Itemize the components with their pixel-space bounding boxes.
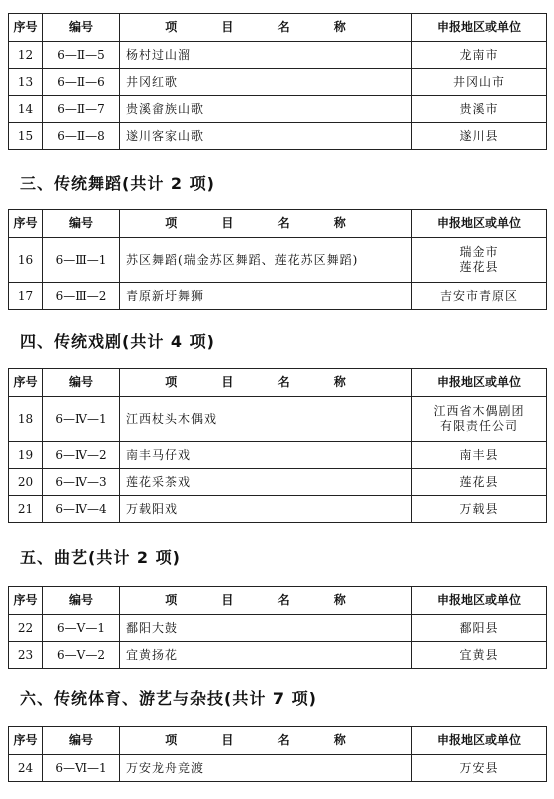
unit-line: 有限责任公司 — [439, 419, 518, 433]
cell-project-name: 莲花采茶戏 — [120, 469, 412, 496]
header-seq: 序号 — [9, 727, 43, 755]
cell-project-name: 鄱阳大鼓 — [120, 615, 412, 642]
cell-code: 6—Ⅱ—8 — [43, 123, 120, 150]
cell-seq: 20 — [9, 469, 43, 496]
cell-seq: 22 — [9, 615, 43, 642]
table-header-row — [9, 14, 547, 42]
unit-line: 吉安市青原区 — [439, 288, 518, 303]
unit-line: 莲花县 — [459, 260, 499, 274]
cell-unit — [412, 238, 547, 283]
cell-code: 6—Ⅱ—5 — [43, 42, 120, 69]
cell-seq: 23 — [9, 642, 43, 669]
cell-unit — [412, 496, 547, 523]
table-header-row — [9, 369, 547, 397]
cell-project-name: 宜黄扬花 — [120, 642, 412, 669]
table-header-row — [9, 727, 547, 755]
cell-project-name: 万安龙舟竞渡 — [120, 755, 412, 782]
cell-seq: 17 — [9, 283, 43, 310]
unit-line: 南丰县 — [459, 447, 499, 462]
header-code: 编号 — [43, 727, 120, 755]
header-name: 项 目 名 称 — [120, 587, 412, 615]
cell-seq: 19 — [9, 442, 43, 469]
header-code: 编号 — [43, 210, 120, 238]
header-seq: 序号 — [9, 369, 43, 397]
table-row — [9, 123, 547, 150]
cell-code: 6—Ⅵ—1 — [43, 755, 120, 782]
cell-code: 6—Ⅳ—1 — [43, 397, 120, 442]
unit-line: 贵溪市 — [459, 101, 499, 116]
unit-line: 万安县 — [459, 760, 499, 775]
heritage-table-quyi — [8, 586, 547, 669]
unit-line: 遂川县 — [459, 128, 499, 143]
unit-line: 莲花县 — [459, 474, 499, 489]
cell-seq: 12 — [9, 42, 43, 69]
unit-line: 万载县 — [459, 501, 499, 516]
heritage-table-music — [8, 13, 547, 150]
cell-seq: 13 — [9, 69, 43, 96]
cell-seq: 16 — [9, 238, 43, 283]
cell-code: 6—Ⅳ—3 — [43, 469, 120, 496]
cell-unit — [412, 42, 547, 69]
header-name: 项 目 名 称 — [120, 727, 412, 755]
cell-unit — [412, 442, 547, 469]
header-code: 编号 — [43, 587, 120, 615]
cell-unit — [412, 642, 547, 669]
header-unit: 申报地区或单位 — [412, 210, 547, 238]
cell-seq: 24 — [9, 755, 43, 782]
table-header-row — [9, 587, 547, 615]
cell-unit — [412, 69, 547, 96]
table-row — [9, 96, 547, 123]
cell-code: 6—Ⅲ—2 — [43, 283, 120, 310]
cell-unit — [412, 283, 547, 310]
cell-seq: 14 — [9, 96, 43, 123]
unit-line: 井冈山市 — [452, 74, 505, 89]
cell-seq: 15 — [9, 123, 43, 150]
cell-project-name: 遂川客家山歌 — [120, 123, 412, 150]
cell-code: 6—Ⅲ—1 — [43, 238, 120, 283]
cell-unit — [412, 123, 547, 150]
heritage-table-drama — [8, 368, 547, 523]
table-row — [9, 442, 547, 469]
header-name: 项 目 名 称 — [120, 369, 412, 397]
header-seq: 序号 — [9, 14, 43, 42]
cell-project-name: 贵溪畲族山歌 — [120, 96, 412, 123]
table-row — [9, 642, 547, 669]
section-title-sports-games-acrobatics: 六、传统体育、游艺与杂技(共计 7 项) — [20, 689, 317, 708]
cell-code: 6—Ⅱ—6 — [43, 69, 120, 96]
unit-line: 鄱阳县 — [459, 620, 499, 635]
cell-project-name: 苏区舞蹈(瑞金苏区舞蹈、莲花苏区舞蹈) — [120, 238, 412, 283]
section-title-traditional-dance: 三、传统舞蹈(共计 2 项) — [20, 174, 215, 193]
header-unit: 申报地区或单位 — [412, 14, 547, 42]
table-row — [9, 496, 547, 523]
header-code: 编号 — [43, 369, 120, 397]
cell-code: 6—Ⅳ—2 — [43, 442, 120, 469]
table-row — [9, 615, 547, 642]
heritage-table-sports — [8, 726, 547, 782]
header-unit: 申报地区或单位 — [412, 369, 547, 397]
cell-unit — [412, 96, 547, 123]
cell-project-name: 井冈红歌 — [120, 69, 412, 96]
cell-code: 6—Ⅳ—4 — [43, 496, 120, 523]
table-row — [9, 469, 547, 496]
table-row — [9, 69, 547, 96]
cell-code: 6—Ⅱ—7 — [43, 96, 120, 123]
cell-unit — [412, 469, 547, 496]
cell-code: 6—Ⅴ—1 — [43, 615, 120, 642]
table-row — [9, 238, 547, 283]
unit-line: 龙南市 — [459, 47, 499, 62]
table-row — [9, 397, 547, 442]
table-row — [9, 755, 547, 782]
header-code: 编号 — [43, 14, 120, 42]
table-row — [9, 283, 547, 310]
header-seq: 序号 — [9, 210, 43, 238]
header-seq: 序号 — [9, 587, 43, 615]
cell-project-name: 杨村过山溜 — [120, 42, 412, 69]
cell-project-name: 江西杖头木偶戏 — [120, 397, 412, 442]
header-unit: 申报地区或单位 — [412, 587, 547, 615]
cell-project-name: 南丰马仔戏 — [120, 442, 412, 469]
cell-unit — [412, 755, 547, 782]
cell-project-name: 万载阳戏 — [120, 496, 412, 523]
cell-code: 6—Ⅴ—2 — [43, 642, 120, 669]
unit-line: 宜黄县 — [459, 647, 499, 662]
cell-seq: 18 — [9, 397, 43, 442]
table-header-row — [9, 210, 547, 238]
cell-unit — [412, 615, 547, 642]
heritage-table-dance — [8, 209, 547, 310]
cell-project-name: 青原新圩舞狮 — [120, 283, 412, 310]
section-title-quyi: 五、曲艺(共计 2 项) — [20, 548, 181, 567]
section-title-traditional-drama: 四、传统戏剧(共计 4 项) — [20, 332, 215, 351]
header-name: 项 目 名 称 — [120, 210, 412, 238]
header-name: 项 目 名 称 — [120, 14, 412, 42]
unit-line: 瑞金市 — [459, 245, 499, 259]
cell-unit — [412, 397, 547, 442]
unit-line: 江西省木偶剧团 — [433, 404, 525, 418]
table-row — [9, 42, 547, 69]
header-unit: 申报地区或单位 — [412, 727, 547, 755]
cell-seq: 21 — [9, 496, 43, 523]
